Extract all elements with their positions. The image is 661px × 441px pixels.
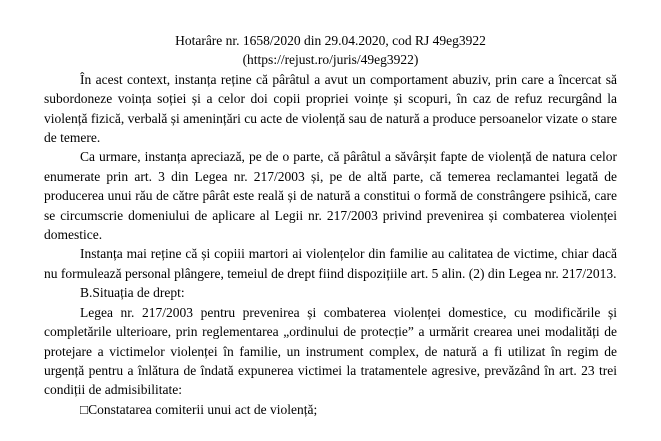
document-body [44, 70, 617, 419]
list-item-condition-1: □Constatarea comiterii unui act de violență; [80, 401, 318, 417]
section-heading-situatia-de-drept: B.Situația de drept: [80, 285, 185, 301]
paragraph-context: În acest context, instanța reține că pârâtul a avut un comportament abuziv, prin care a încercat să subordoneze voința soției și a celor doi copii propriei voințe și scopuri, în caz de refuz recurgând la violență fizică, verbală și amenințări cu acte de violență sau de natură a produce persoanelor vizate o stare de temere. [44, 71, 617, 146]
document-header [44, 31, 617, 70]
paragraph-law-217-2003: Legea nr. 217/2003 pentru prevenirea și combaterea violenței domestice, cu modificările și completările ulterioare, prin reglementarea „ordinului de protecție” a urmărit crearea unei modalități de protejare a victimelor violenței în familie, un instrument complex, de natură a fi utilizat în regim de urgență pentru a înlătura de îndată expunerea victimei la tratamentele agresive, prevăzând în art. 23 trei condiții de admisibilitate: [44, 304, 617, 398]
document-title: Hotarâre nr. 1658/2020 din 29.04.2020, cod RJ 49eg3922 [175, 33, 486, 48]
paragraph-appreciation: Ca urmare, instanța apreciază, pe de o parte, că pârâtul a săvârșit fapte de violență de natura celor enumerate prin art. 3 din Legea nr. 217/2003 și, pe de altă parte, că temerea reclamantei legată de producerea unui rău de către pârât este reală și de natură a constitui o formă de constrângere psihică, care se circumscrie domeniului de aplicare al Legii nr. 217/2003 privind prevenirea și combaterea violenței domestice. [44, 149, 617, 243]
document-url: (https://rejust.ro/juris/49eg3922) [242, 52, 419, 68]
paragraph-child-victims: Instanța mai reține că și copiii martori ai violențelor din familie au calitatea de victime, chiar dacă nu formulează personal plângere, temeiul de drept fiind dispozițiile art. 5 alin. (2) din Legea nr. 217/2013. [44, 246, 617, 281]
